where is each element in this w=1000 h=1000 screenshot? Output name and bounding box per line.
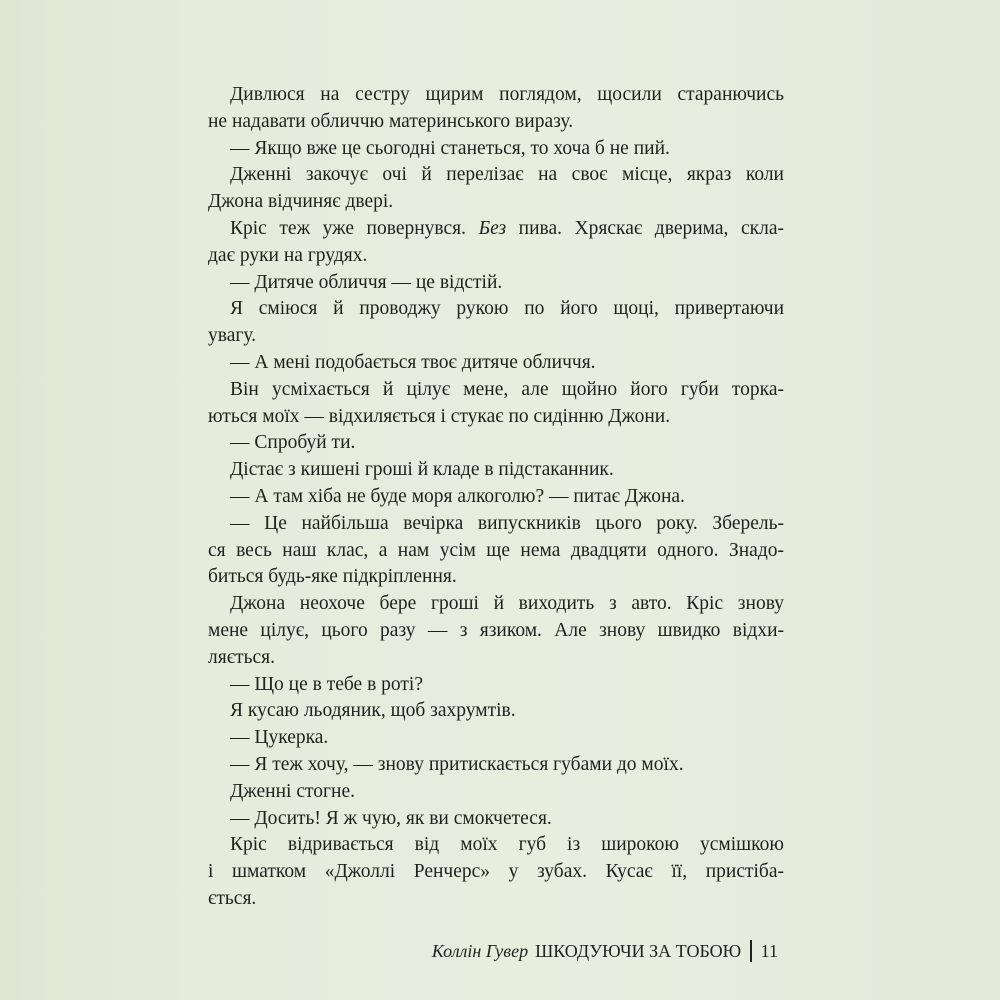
text-segment: Кріс теж уже повернувся. bbox=[230, 217, 479, 239]
paragraph bbox=[208, 377, 784, 431]
text-line: ляється. bbox=[208, 646, 275, 668]
text-line: Джона неохоче бере гроші й виходить з авто. Кріс знову bbox=[230, 593, 784, 615]
footer-author: Коллін Гувер bbox=[431, 941, 529, 961]
text-line: Дивлюся на сестру щирим поглядом, щосили старанючись bbox=[230, 84, 784, 105]
text-line: — А мені подобається твоє дитяче обличчя. bbox=[230, 351, 596, 373]
text-line: Джона відчиняє двері. bbox=[208, 191, 394, 213]
paragraph bbox=[208, 725, 784, 752]
text-line: — Це найбільша вечірка випускників цього року. Зберель- bbox=[230, 512, 784, 534]
text-line: — Досить! Я ж чую, як ви смокчетеся. bbox=[230, 807, 552, 829]
text-line: — А там хіба не буде моря алкоголю? — питає Джона. bbox=[230, 485, 685, 507]
text-line: — Що це в тебе в роті? bbox=[230, 673, 424, 695]
text-line: ся весь наш клас, а нам усім ще нема двадцяти одного. Знадо- bbox=[208, 539, 784, 561]
text-line: мене цілує, цього разу — з язиком. Але знову швидко відхи- bbox=[208, 619, 784, 641]
footer-book-title: ШКОДУЮЧИ ЗА ТОБОЮ bbox=[535, 941, 742, 961]
text-line: Дістає з кишені гроші й кладе в підстаканник. bbox=[230, 459, 614, 481]
text-line: ється. bbox=[208, 887, 257, 909]
paragraph bbox=[208, 82, 784, 136]
paragraph bbox=[208, 832, 784, 912]
text-line: Я сміюся й проводжу рукою по його щоці, привертаючи bbox=[230, 298, 784, 320]
footer-separator bbox=[750, 940, 752, 962]
text-line: биться будь-яке підкріплення. bbox=[208, 566, 457, 588]
text-line: ються моїх — відхиляється і стукає по сидінню Джони. bbox=[208, 405, 671, 427]
book-page-body-text bbox=[208, 82, 784, 913]
paragraph bbox=[208, 457, 784, 484]
paragraph bbox=[208, 162, 784, 216]
paragraph bbox=[208, 672, 784, 699]
paragraph bbox=[208, 752, 784, 779]
text-line: Я кусаю льодяник, щоб захрумтів. bbox=[230, 700, 516, 722]
paragraph bbox=[208, 779, 784, 806]
text-line bbox=[208, 216, 784, 243]
text-line: Дженні стогне. bbox=[230, 780, 355, 802]
paragraph bbox=[208, 136, 784, 163]
paragraph bbox=[208, 270, 784, 297]
text-line: Дженні закочує очі й перелізає на своє місце, якраз коли bbox=[230, 164, 784, 186]
italic-emphasis: Без bbox=[478, 217, 507, 239]
paragraph bbox=[208, 806, 784, 833]
text-line: дає руки на грудях. bbox=[208, 244, 368, 266]
paragraph bbox=[208, 484, 784, 511]
paragraph bbox=[208, 350, 784, 377]
text-segment: пива. Хряскає дверима, скла- bbox=[506, 217, 784, 239]
text-line: — Цукерка. bbox=[230, 727, 329, 749]
text-line: увагу. bbox=[208, 325, 257, 347]
paragraph bbox=[208, 216, 784, 270]
text-line: Він усміхається й цілує мене, але щойно його губи торка- bbox=[230, 378, 784, 400]
paragraph bbox=[208, 591, 784, 671]
paragraph bbox=[208, 430, 784, 457]
text-line: — Дитяче обличчя — це відстій. bbox=[230, 271, 503, 293]
text-line: — Спробуй ти. bbox=[230, 432, 356, 454]
text-line: — Я теж хочу, — знову притискається губами до моїх. bbox=[230, 753, 684, 775]
text-line: і шматком «Джоллі Ренчерс» у зубах. Кусає її, пристіба- bbox=[208, 861, 784, 883]
text-line: — Якщо вже це сьогодні станеться, то хоча б не пий. bbox=[230, 137, 670, 159]
text-line: Кріс відривається від моїх губ із широкою усмішкою bbox=[230, 834, 784, 856]
paragraph bbox=[208, 698, 784, 725]
page-number: 11 bbox=[760, 941, 778, 961]
paragraph bbox=[208, 296, 784, 350]
paragraph bbox=[208, 511, 784, 591]
text-line: не надавати обличчю материнського виразу. bbox=[208, 110, 574, 132]
running-footer bbox=[432, 938, 778, 964]
